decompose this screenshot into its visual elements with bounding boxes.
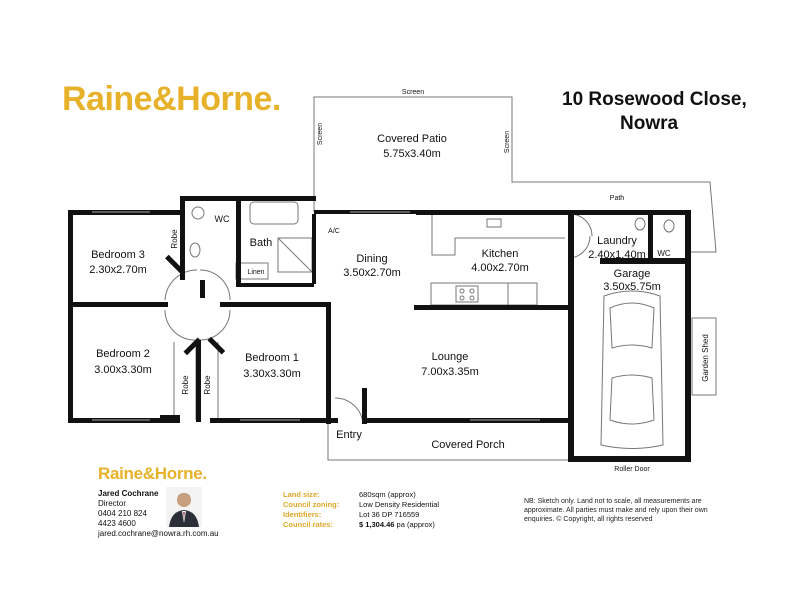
label-roller-door: Roller Door — [614, 466, 650, 473]
room-bedroom2-name: Bedroom 2 — [96, 348, 150, 360]
label-linen: Linen — [247, 269, 265, 276]
bathtub — [250, 202, 298, 224]
room-laundry-size: 2.40x1.40m — [588, 249, 646, 261]
toilet-2 — [664, 220, 674, 232]
fact-land-size-label: Land size: — [283, 490, 320, 499]
disclaimer-note: NB: Sketch only. Land not to scale, all measurements are approximate. All parties must make and rely upon their own enquiries. © Copyright, all rights reserved — [524, 498, 708, 523]
basin-2 — [635, 218, 645, 230]
room-garage-size: 3.50x5.75m — [603, 281, 661, 293]
room-covered-patio-size: 5.75x3.40m — [383, 148, 441, 160]
entry-door-swing — [335, 398, 363, 424]
room-kitchen-name: Kitchen — [481, 248, 519, 260]
label-path: Path — [609, 195, 625, 202]
fact-zoning-value: Low Density Residential — [359, 500, 440, 509]
room-kitchen-size: 4.00x2.70m — [471, 262, 529, 274]
label-bath: Bath — [249, 237, 273, 249]
room-bedroom1-name: Bedroom 1 — [245, 352, 299, 364]
room-lounge-size: 7.00x3.35m — [421, 366, 479, 378]
label-wc-2: WC — [657, 249, 671, 258]
label-screen-right: Screen — [504, 130, 511, 154]
label-entry: Entry — [336, 429, 362, 441]
agent-email: jared.cochrane@nowra.rh.com.au — [98, 529, 219, 538]
agent-title: Director — [98, 499, 127, 508]
patio-outline — [314, 97, 716, 252]
label-covered-porch: Covered Porch — [431, 439, 505, 451]
room-covered-patio-name: Covered Patio — [377, 133, 447, 145]
room-bedroom1-size: 3.30x3.30m — [243, 368, 301, 380]
fact-land-size-value: 680sqm (approx) — [359, 490, 416, 499]
label-robe-2: Robe — [181, 375, 190, 395]
kitchen-sink — [487, 219, 501, 227]
label-garden-shed: Garden Shed — [701, 334, 710, 382]
fact-identifiers-label: Identifiers: — [283, 510, 322, 519]
room-bedroom2-size: 3.00x3.30m — [94, 364, 152, 376]
room-lounge-name: Lounge — [431, 351, 469, 363]
agent-name: Jared Cochrane — [98, 489, 159, 498]
property-facts — [283, 490, 439, 530]
cooktop — [456, 286, 478, 302]
room-laundry-name: Laundry — [597, 235, 637, 247]
fact-identifiers-value: Lot 36 DP 716559 — [359, 510, 420, 519]
fact-rates-value: $ 1,304.46 — [359, 520, 395, 529]
agent-phone: 4423 4600 — [98, 519, 136, 528]
room-bedroom3-name: Bedroom 3 — [91, 249, 145, 261]
label-wc-1: WC — [214, 214, 230, 224]
address-line-1: 10 Rosewood Close, — [562, 89, 747, 110]
fact-rates-suffix: pa (approx) — [396, 520, 435, 529]
toilet-1 — [192, 207, 204, 219]
room-dining-name: Dining — [356, 253, 388, 265]
brand-logo-small: Raine&Horne. — [98, 464, 207, 483]
label-screen-top: Screen — [401, 89, 425, 96]
label-robe-3: Robe — [203, 375, 212, 395]
room-garage-name: Garage — [613, 268, 651, 280]
fact-rates-label: Council rates: — [283, 520, 334, 529]
agent-mobile: 0404 210 824 — [98, 509, 147, 518]
address-line-2: Nowra — [620, 113, 679, 134]
label-screen-left: Screen — [317, 122, 324, 146]
label-robe-1: Robe — [170, 229, 179, 249]
kitchen-bench-bottom — [431, 283, 537, 305]
fact-zoning-label: Council zoning: — [283, 500, 340, 509]
room-bedroom3-size: 2.30x2.70m — [89, 264, 147, 276]
basin-1 — [190, 243, 200, 257]
agent-photo — [166, 487, 202, 527]
room-dining-size: 3.50x2.70m — [343, 267, 401, 279]
brand-logo: Raine&Horne. — [62, 80, 281, 118]
label-ac: A/C — [328, 228, 340, 235]
